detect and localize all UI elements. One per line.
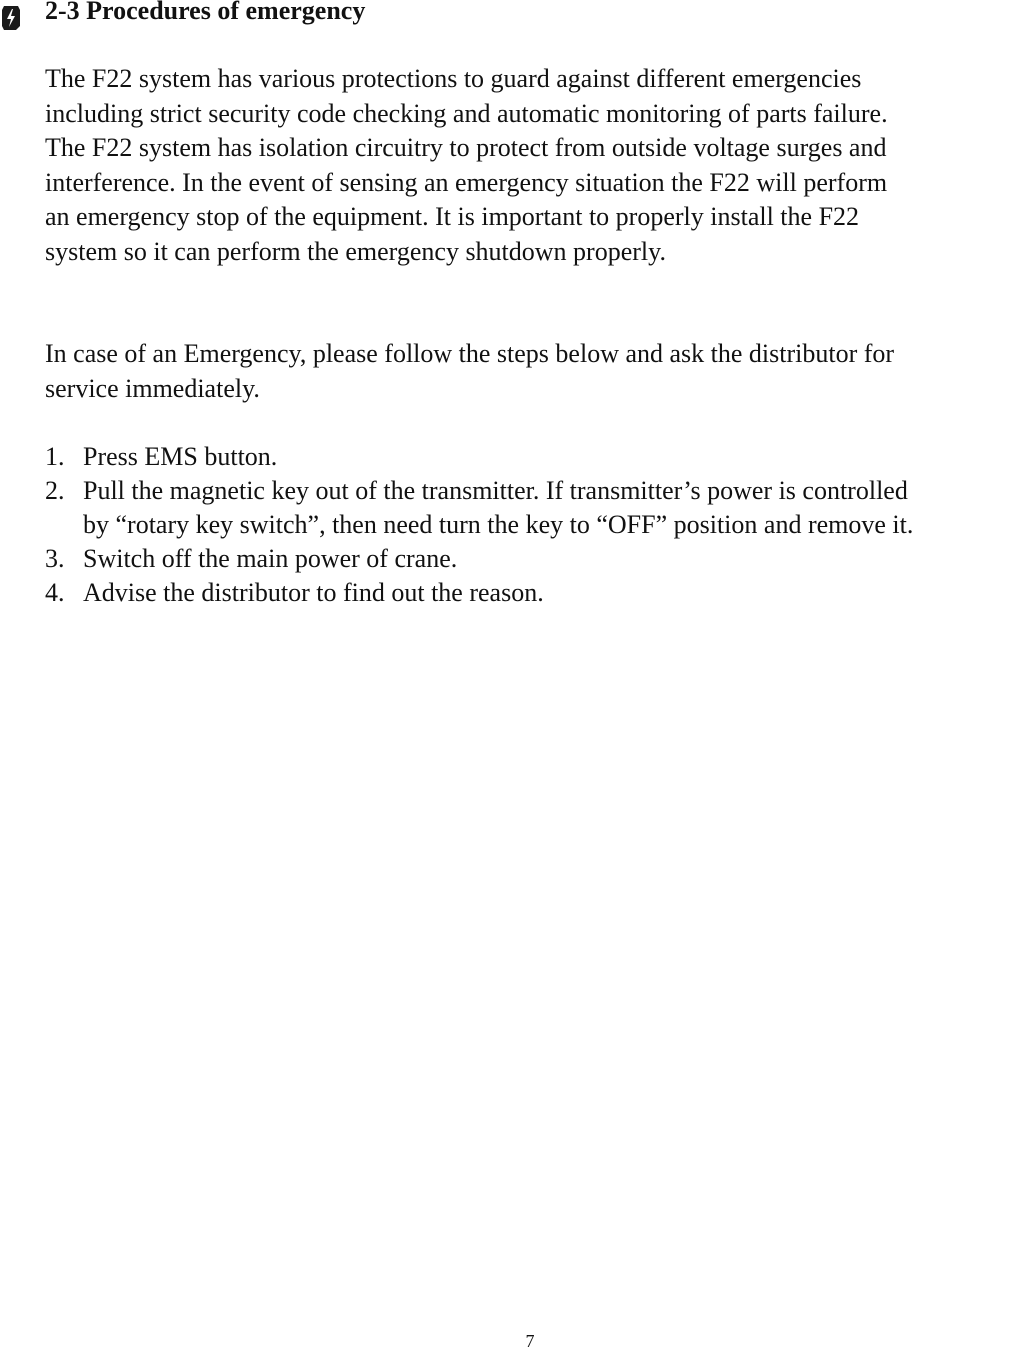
text-line: including strict security code checking and automatic monitoring of parts failure. [45, 98, 888, 128]
text-line: The F22 system has isolation circuitry to protect from outside voltage surges and [45, 133, 887, 162]
step-item [45, 576, 913, 610]
step-item [45, 542, 913, 576]
page-number: 7 [525, 1331, 535, 1351]
step-number: 3. [45, 544, 65, 573]
step-number: 1. [45, 442, 65, 471]
step-text: Switch off the main power of crane. [83, 544, 458, 573]
text-line: interference. In the event of sensing an emergency situation the F22 will perform [45, 167, 888, 197]
text-line: system so it can perform the emergency shutdown properly. [45, 236, 666, 266]
step-item [45, 440, 913, 474]
step-text: Pull the magnetic key out of the transmitter. If transmitter’s power is controlled [83, 476, 908, 505]
step-number: 2. [45, 476, 65, 505]
step-text: Advise the distributor to find out the reason. [83, 578, 544, 607]
intro-paragraph [45, 62, 888, 269]
step-number: 4. [45, 578, 65, 607]
text-line: an emergency stop of the equipment. It is important to properly install the F22 [45, 202, 860, 231]
step-item [45, 474, 913, 542]
warning-bullet-icon [0, 4, 22, 32]
text-line: The F22 system has various protections to guard against different emergencies [45, 64, 862, 93]
emergency-paragraph [45, 337, 894, 406]
emergency-steps-list [45, 440, 913, 610]
text-line: In case of an Emergency, please follow the steps below and ask the distributor for [45, 339, 895, 368]
section-heading: 2-3 Procedures of emergency [45, 0, 366, 25]
step-text: Press EMS button. [83, 442, 278, 471]
text-line: service immediately. [45, 373, 260, 403]
step-text: by “rotary key switch”, then need turn the key to “OFF” position and remove it. [83, 510, 914, 539]
